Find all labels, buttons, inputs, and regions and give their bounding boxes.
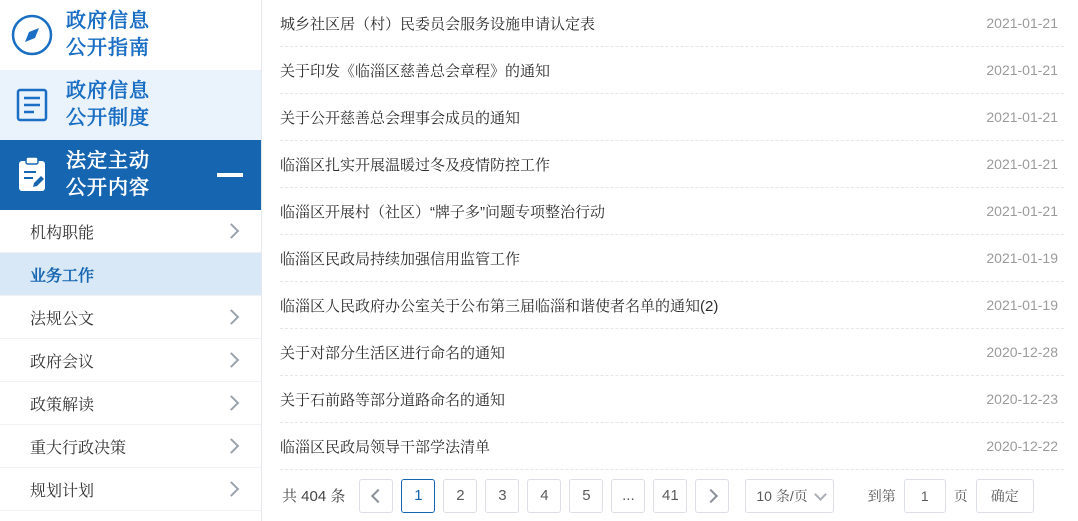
- chevron-down-icon: [814, 488, 827, 501]
- sidebar-item-faguigongwen[interactable]: [0, 296, 261, 339]
- list-item[interactable]: [280, 282, 1064, 329]
- document-icon: [8, 81, 56, 129]
- sidebar: [0, 0, 262, 521]
- system-line2: 公开制度: [66, 107, 150, 129]
- list-item[interactable]: [280, 423, 1064, 470]
- news-date: 2021-01-21: [986, 156, 1058, 172]
- sidebar-item-label: 机构职能: [30, 224, 95, 242]
- system-line1: 政府信息: [66, 80, 150, 102]
- sidebar-big-item-content-label: [66, 148, 150, 202]
- list-item[interactable]: [280, 141, 1064, 188]
- page-button-last[interactable]: 41: [653, 479, 687, 513]
- sidebar-item-label: 政策解读: [30, 396, 95, 414]
- sidebar-big-item-system-label: [66, 78, 150, 132]
- sidebar-big-item-guide-label: [66, 8, 150, 62]
- chevron-right-icon: [224, 438, 240, 454]
- guide-line2: 公开指南: [66, 37, 150, 59]
- goto-unit-label: 页: [953, 487, 968, 504]
- page-size-value: 10 条/页: [756, 487, 808, 504]
- sidebar-item-zhongdaxingzhengjuece[interactable]: [0, 425, 261, 468]
- guide-line1: 政府信息: [66, 10, 150, 32]
- chevron-left-icon: [371, 488, 385, 502]
- sidebar-item-zhengfuhuiyi[interactable]: [0, 339, 261, 382]
- news-date: 2020-12-22: [986, 438, 1058, 454]
- news-title[interactable]: 城乡社区居（村）民委员会服务设施申请认定表: [280, 15, 596, 33]
- chevron-right-icon: [224, 481, 240, 497]
- pagination: [280, 470, 1064, 521]
- list-item[interactable]: [280, 47, 1064, 94]
- news-date: 2021-01-21: [986, 203, 1058, 219]
- sidebar-big-item-guide[interactable]: [0, 0, 261, 70]
- sidebar-item-jigouzhineng[interactable]: [0, 210, 261, 253]
- news-list: [280, 0, 1064, 470]
- news-date: 2021-01-21: [986, 15, 1058, 31]
- total-count-label: 共 404 条: [282, 488, 346, 505]
- sidebar-item-label: 重大行政决策: [30, 439, 127, 457]
- sidebar-big-item-system[interactable]: [0, 70, 261, 140]
- main-content: [262, 0, 1078, 521]
- chevron-right-icon: [224, 223, 240, 239]
- sidebar-sub-list: [0, 210, 261, 511]
- clipboard-icon: [8, 151, 56, 199]
- chevron-right-icon: [224, 352, 240, 368]
- sidebar-item-yewugongzuo[interactable]: [0, 253, 261, 296]
- news-title[interactable]: 临淄区扎实开展温暖过冬及疫情防控工作: [280, 156, 551, 174]
- next-page-button[interactable]: [695, 479, 729, 513]
- page-size-select[interactable]: [745, 479, 833, 513]
- compass-icon: [8, 11, 56, 59]
- prev-page-button[interactable]: [359, 479, 393, 513]
- news-title[interactable]: 临淄区开展村（社区）“牌子多”问题专项整治行动: [280, 203, 605, 221]
- page-button-2[interactable]: 2: [443, 479, 477, 513]
- list-item[interactable]: [280, 376, 1064, 423]
- sidebar-item-label: 规划计划: [30, 482, 95, 500]
- page-button-1[interactable]: 1: [401, 479, 435, 513]
- news-date: 2021-01-21: [986, 62, 1058, 78]
- sidebar-item-label: 业务工作: [30, 267, 95, 285]
- sidebar-item-label: 法规公文: [30, 310, 95, 328]
- sidebar-item-guihuajihua[interactable]: [0, 468, 261, 511]
- goto-label: 到第: [867, 487, 896, 504]
- news-date: 2021-01-19: [986, 297, 1058, 313]
- sidebar-item-label: 政府会议: [30, 353, 95, 371]
- page-button-5[interactable]: 5: [569, 479, 603, 513]
- list-item[interactable]: [280, 188, 1064, 235]
- news-title[interactable]: 关于公开慈善总会理事会成员的通知: [280, 109, 521, 127]
- news-date: 2021-01-19: [986, 250, 1058, 266]
- chevron-right-icon: [224, 309, 240, 325]
- list-item[interactable]: [280, 0, 1064, 47]
- news-title[interactable]: 临淄区民政局持续加强信用监管工作: [280, 250, 521, 268]
- news-date: 2021-01-21: [986, 109, 1058, 125]
- list-item[interactable]: [280, 94, 1064, 141]
- news-title[interactable]: 关于石前路等部分道路命名的通知: [280, 391, 506, 409]
- list-item[interactable]: [280, 235, 1064, 282]
- page-button-3[interactable]: 3: [485, 479, 519, 513]
- news-title[interactable]: 临淄区民政局领导干部学法清单: [280, 438, 491, 456]
- confirm-button[interactable]: 确定: [976, 479, 1034, 513]
- sidebar-item-zhengcejiedu[interactable]: [0, 382, 261, 425]
- news-title[interactable]: 关于印发《临淄区慈善总会章程》的通知: [280, 62, 551, 80]
- collapse-minus-icon[interactable]: [217, 173, 243, 177]
- content-line2: 公开内容: [66, 177, 150, 199]
- sidebar-big-item-content[interactable]: [0, 140, 261, 210]
- chevron-right-icon: [224, 395, 240, 411]
- news-title[interactable]: 关于对部分生活区进行命名的通知: [280, 344, 506, 362]
- news-title[interactable]: 临淄区人民政府办公室关于公布第三届临淄和谐使者名单的通知(2): [280, 297, 719, 315]
- chevron-right-icon: [704, 488, 718, 502]
- news-date: 2020-12-28: [986, 344, 1058, 360]
- goto-page-input[interactable]: [904, 479, 946, 513]
- news-date: 2020-12-23: [986, 391, 1058, 407]
- page-button-4[interactable]: 4: [527, 479, 561, 513]
- content-line1: 法定主动: [66, 150, 150, 172]
- page-ellipsis[interactable]: ...: [611, 479, 645, 513]
- list-item[interactable]: [280, 329, 1064, 376]
